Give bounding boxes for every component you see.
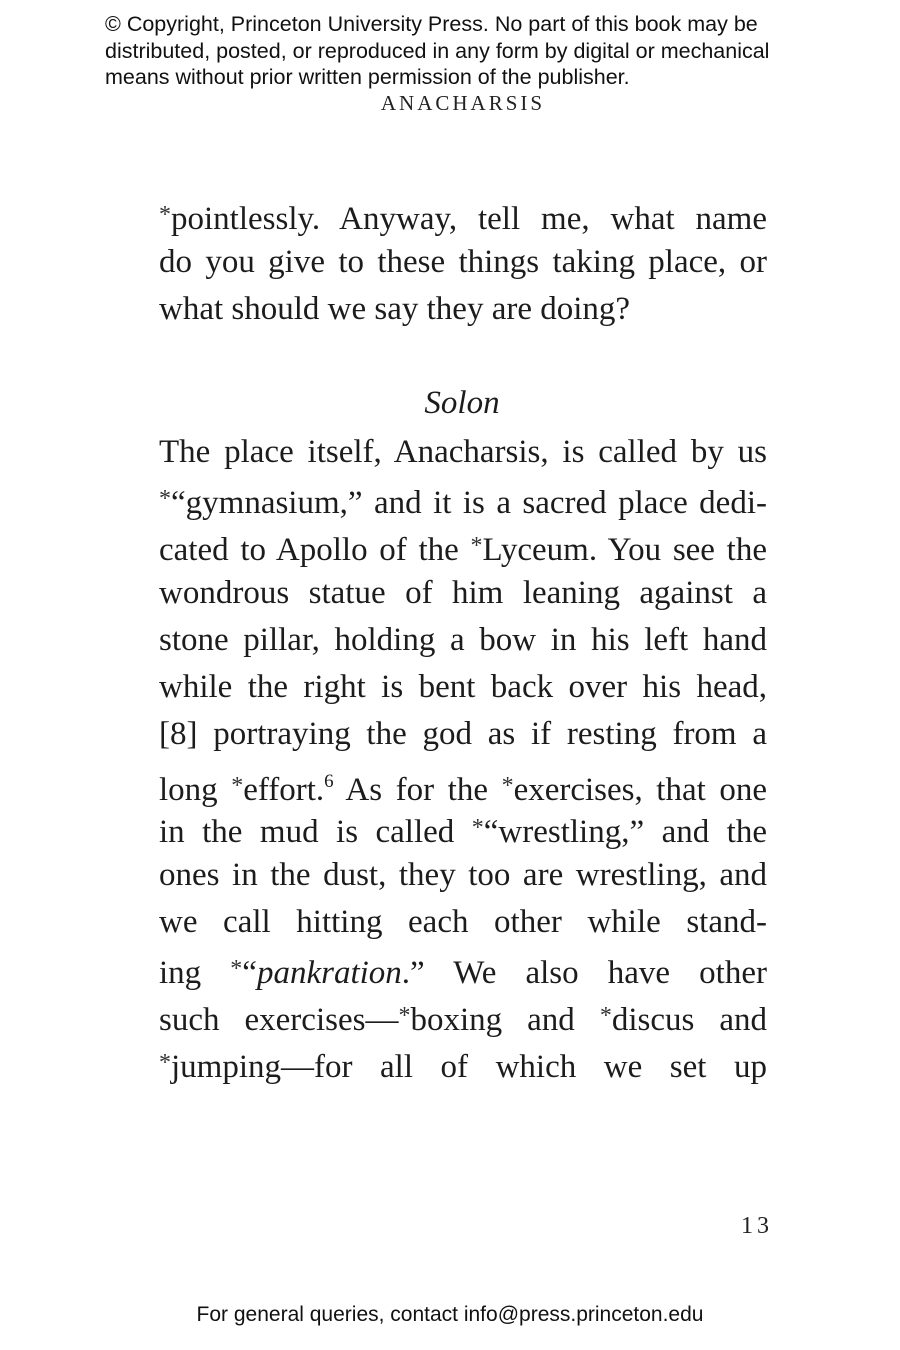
text-line: in the mud is called *“wrestling,” and the <box>159 814 767 850</box>
glossary-asterisk: * <box>159 1050 171 1076</box>
glossary-asterisk: * <box>599 1003 612 1029</box>
text-line: long *effort.$^6$ As for the *exercises, that one <box>159 771 767 808</box>
text-line: The place itself, Anacharsis, is called by us <box>159 434 767 470</box>
running-head: ANACHARSIS <box>380 91 546 115</box>
glossary-asterisk: * <box>471 815 484 841</box>
glossary-asterisk: * <box>501 773 514 799</box>
paragraph-solon <box>159 429 767 1087</box>
text-line: ing *“pankration.” We also have other <box>159 955 767 991</box>
text-line: do you give to these things taking place, or <box>159 244 767 280</box>
glossary-asterisk: * <box>159 486 171 512</box>
copyright-line: distributed, posted, or reproduced in any form by digital or mechanical <box>105 38 770 63</box>
glossary-asterisk: * <box>230 956 243 982</box>
glossary-asterisk: * <box>159 202 171 228</box>
text-line: *pointlessly. Anyway, tell me, what name <box>159 201 767 237</box>
speaker-name: Solon <box>424 385 500 421</box>
copyright-line: © Copyright, Princeton University Press. No part of this book may be <box>105 12 758 36</box>
text-line: *“gymnasium,” and it is a sacred place dedi- <box>159 485 767 521</box>
text-line: ones in the dust, they too are wrestling, and <box>159 857 767 893</box>
copyright-notice <box>105 11 865 91</box>
text-line: *jumping—for all of which we set up <box>159 1049 767 1085</box>
footnote-marker: 6 <box>324 771 334 792</box>
text-line: cated to Apollo of the *Lyceum. You see the <box>159 532 767 568</box>
italic-term: pankration <box>256 955 402 991</box>
page-number: 13 <box>741 1213 773 1239</box>
text-line: wondrous statue of him leaning against a <box>159 575 767 611</box>
text-line: stone pillar, holding a bow in his left hand <box>159 622 767 658</box>
text-line: while the right is bent back over his head, <box>159 669 767 705</box>
text-line: [8] portraying the god as if resting from a <box>159 716 767 752</box>
glossary-asterisk: * <box>231 773 244 799</box>
text-line: such exercises—*boxing and *discus and <box>159 1002 767 1038</box>
footer-contact: For general queries, contact info@press.princeton.edu <box>196 1303 704 1326</box>
copyright-line: means without prior written permission of the publisher. <box>105 65 630 89</box>
text-line: we call hitting each other while stand- <box>159 904 767 940</box>
paragraph-anacharsis <box>159 192 767 333</box>
glossary-asterisk: * <box>470 533 483 559</box>
glossary-asterisk: * <box>398 1003 411 1029</box>
text-line: what should we say they are doing? <box>159 291 631 327</box>
